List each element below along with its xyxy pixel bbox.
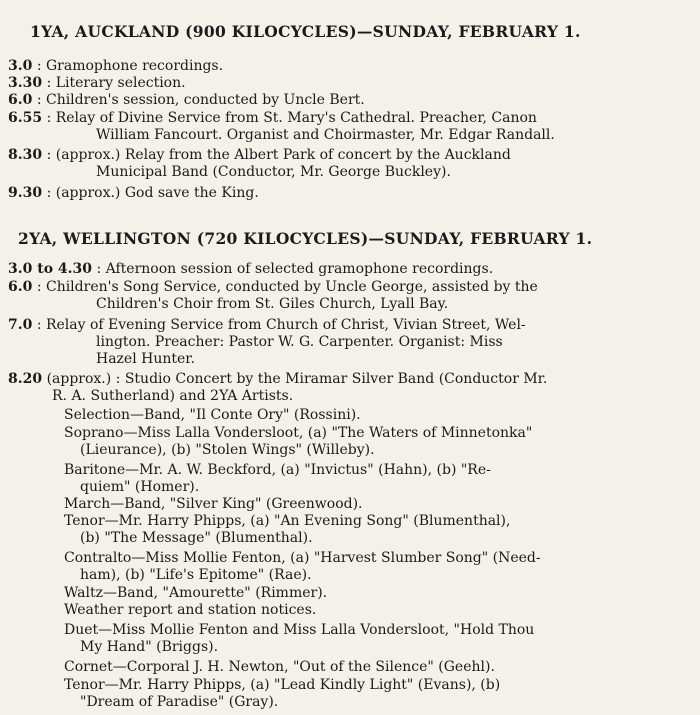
station1-heading: 1YA, AUCKLAND (900 KILOCYCLES)—SUNDAY, FEBRUARY 1. <box>30 22 581 41</box>
entry-time: 3.0 <box>8 58 33 74</box>
program-item <box>64 550 541 584</box>
entry-time: 9.30 <box>8 185 43 201</box>
station2-entry <box>8 317 526 368</box>
station1-entry <box>8 92 365 109</box>
program-line: Contralto—Miss Mollie Fenton, (a) "Harvest Slumber Song" (Need- <box>64 550 541 566</box>
program-item <box>64 462 491 496</box>
entry-text: : Relay of Divine Service from St. Mary's Cathedral. Preacher, Canon <box>46 110 537 126</box>
program-line: Weather report and station notices. <box>64 602 317 618</box>
entry-time: 3.0 to 4.30 <box>8 261 93 277</box>
entry-text: : Relay of Evening Service from Church of Christ, Vivian Street, Wel- <box>36 317 526 333</box>
entry-continuation: lington. Preacher: Pastor W. G. Carpenter. Organist: Miss <box>96 334 503 350</box>
entry-text: (approx.) : Studio Concert by the Miramar Silver Band (Conductor Mr. <box>46 371 548 387</box>
entry-continuation: Hazel Hunter. <box>96 351 195 367</box>
program-line: Tenor—Mr. Harry Phipps, (a) "Lead Kindly Light" (Evans), (b) <box>64 677 501 693</box>
station1-entry <box>8 58 223 75</box>
entry-continuation: Children's Choir from St. Giles Church, Lyall Bay. <box>96 296 449 312</box>
program-line: Cornet—Corporal J. H. Newton, "Out of the Silence" (Geehl). <box>64 659 495 675</box>
entry-time: 8.20 <box>8 371 43 387</box>
program-continuation: ham), (b) "Life's Epitome" (Rae). <box>80 567 312 583</box>
entry-time: 6.0 <box>8 279 33 295</box>
entry-time: 6.55 <box>8 110 43 126</box>
station2-heading: 2YA, WELLINGTON (720 KILOCYCLES)—SUNDAY, FEBRUARY 1. <box>18 229 593 248</box>
entry-text: : Gramophone recordings. <box>36 58 224 74</box>
entry-continuation: Municipal Band (Conductor, Mr. George Buckley). <box>96 164 451 180</box>
program-item <box>64 585 327 602</box>
program-line: Baritone—Mr. A. W. Beckford, (a) "Invictus" (Hahn), (b) "Re- <box>64 462 491 478</box>
entry-text: : (approx.) God save the King. <box>46 185 259 201</box>
program-item <box>64 425 532 459</box>
entry-time: 8.30 <box>8 147 43 163</box>
entry-text: : Literary selection. <box>46 75 186 91</box>
station1-entry <box>8 185 259 202</box>
station2-entry <box>8 371 547 405</box>
entry-time: 6.0 <box>8 92 33 108</box>
program-item <box>64 407 361 424</box>
program-item <box>64 602 316 619</box>
entry-continuation: R. A. Sutherland) and 2YA Artists. <box>52 388 294 404</box>
program-continuation: (Lieurance), (b) "Stolen Wings" (Willeby). <box>80 442 375 458</box>
station1-entry <box>8 147 511 181</box>
program-continuation: My Hand" (Briggs). <box>80 639 219 655</box>
program-line: Waltz—Band, "Amourette" (Rimmer). <box>64 585 328 601</box>
program-item <box>64 622 534 656</box>
entry-text: : Children's Song Service, conducted by Uncle George, assisted by the <box>36 279 538 295</box>
program-item <box>64 513 510 547</box>
program-continuation: "Dream of Paradise" (Gray). <box>80 694 279 710</box>
program-line: Duet—Miss Mollie Fenton and Miss Lalla Vondersloot, "Hold Thou <box>64 622 535 638</box>
program-item <box>64 496 363 513</box>
program-continuation: (b) "The Message" (Blumenthal). <box>80 530 313 546</box>
station2-entry <box>8 261 493 278</box>
program-continuation: quiem" (Homer). <box>80 479 200 495</box>
entry-text: : Children's session, conducted by Uncle Bert. <box>36 92 365 108</box>
entry-time: 7.0 <box>8 317 33 333</box>
entry-time: 3.30 <box>8 75 43 91</box>
station1-entry <box>8 110 555 144</box>
program-line: Tenor—Mr. Harry Phipps, (a) "An Evening Song" (Blumenthal), <box>64 513 511 529</box>
program-item <box>64 659 495 676</box>
program-line: Soprano—Miss Lalla Vondersloot, (a) "The Waters of Minnetonka" <box>64 425 533 441</box>
entry-continuation: William Fancourt. Organist and Choirmaster, Mr. Edgar Randall. <box>96 127 555 143</box>
program-line: Selection—Band, "Il Conte Ory" (Rossini). <box>64 407 361 423</box>
station1-entry <box>8 75 186 92</box>
station2-entry <box>8 279 538 313</box>
entry-text: : (approx.) Relay from the Albert Park of concert by the Auckland <box>46 147 511 163</box>
entry-text: : Afternoon session of selected gramophone recordings. <box>96 261 494 277</box>
program-item <box>64 677 500 711</box>
program-line: March—Band, "Silver King" (Greenwood). <box>64 496 363 512</box>
